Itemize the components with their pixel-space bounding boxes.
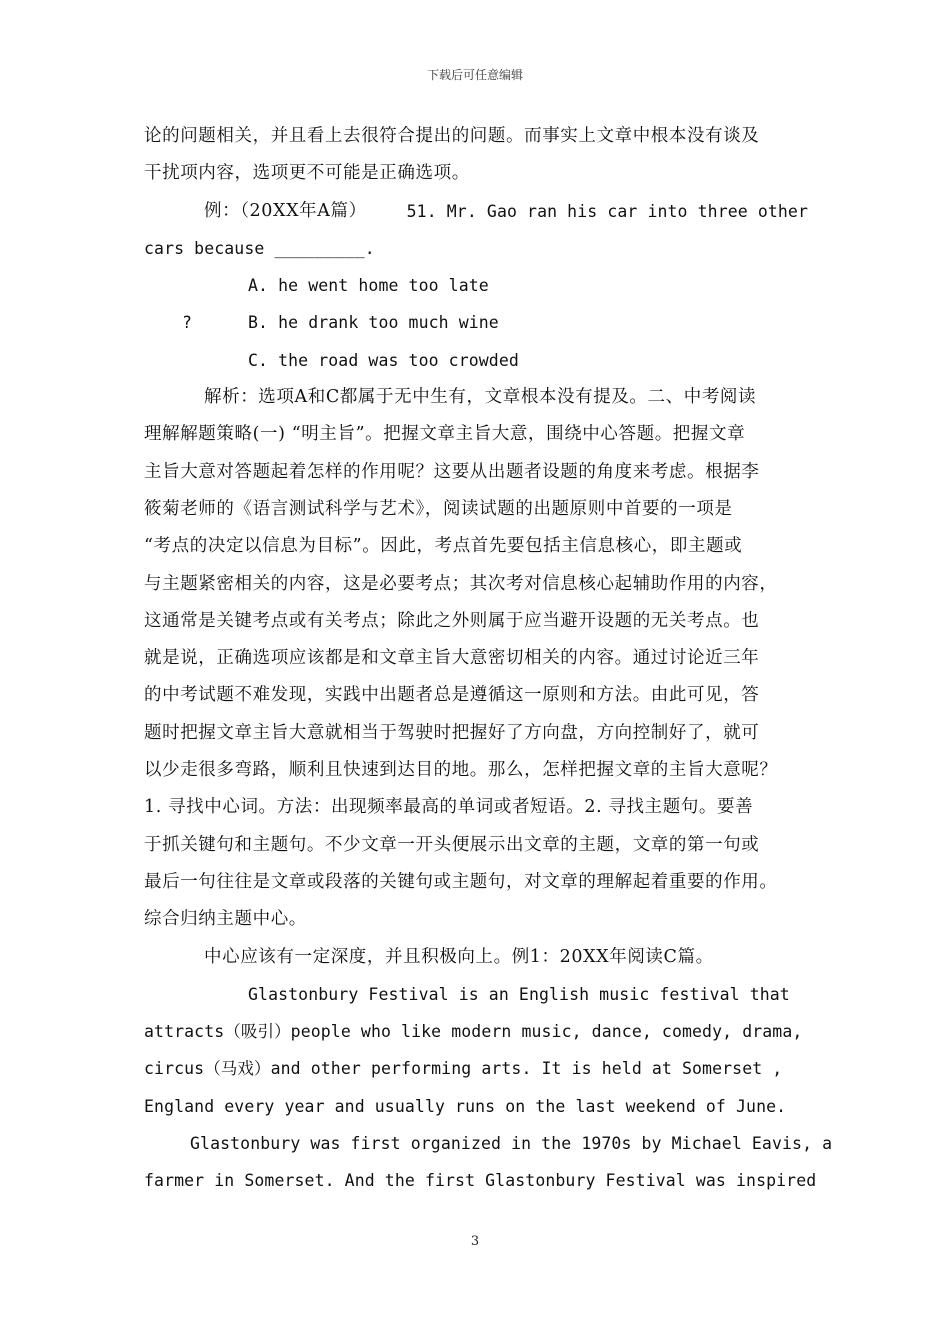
paragraph-line: 与主题紧密相关的内容，这是必要考点；其次考对信息核心起辅助作用的内容，	[144, 573, 778, 594]
paragraph-line: 解析：选项A和C都属于无中生有，文章根本没有提及。二、中考阅读	[204, 387, 757, 408]
page-header: 下载后可任意编辑	[426, 68, 523, 82]
paragraph-line: 1. 寻找中心词。方法：出现频率最高的单词或者短语。2. 寻找主题句。要善	[144, 797, 754, 818]
option-b-text: B. he drank too much wine	[248, 313, 499, 333]
document-body	[144, 118, 833, 1200]
paragraph-line: 主旨大意对答题起着怎样的作用呢？这要从出题者设题的角度来考虑。根据李	[144, 461, 760, 482]
question-continuation: cars because _________.	[144, 238, 375, 258]
option-c: C. the road was too crowded	[248, 350, 519, 370]
option-b	[144, 304, 808, 341]
english-passage-line: circus（马戏）and other performing arts. It is held at Somerset ,	[144, 1059, 783, 1079]
paragraph-line: 就是说，正确选项应该都是和文章主旨大意密切相关的内容。通过讨论近三年	[144, 648, 760, 669]
paragraph-line: “考点的决定以信息为目标”。因此，考点首先要包括主信息核心，即主题或	[144, 536, 743, 557]
paragraph-line: 题时把握文章主旨大意就相当于驾驶时把握好了方向盘，方向控制好了，就可	[144, 722, 760, 743]
english-passage-line: Glastonbury Festival is an English music festival that	[248, 984, 790, 1004]
english-passage-line: England every year and usually runs on the last weekend of June.	[144, 1096, 787, 1116]
paragraph-line: 干扰项内容，选项更不可能是正确选项。	[144, 163, 470, 184]
paragraph-line: 于抓关键句和主题句。不少文章一开头便展示出文章的主题，文章的第一句或	[144, 834, 760, 855]
example-question-line	[144, 193, 808, 230]
paragraph-line: 中心应该有一定深度，并且积极向上。例1：20XX年阅读C篇。	[204, 946, 714, 967]
english-passage-line: Glastonbury was first organized in the 1970s by Michael Eavis, a	[190, 1134, 833, 1154]
question-text: 51. Mr. Gao ran his car into three other	[406, 201, 808, 221]
paragraph-line: 理解解题策略(一) “明主旨”。把握文章主旨大意，围绕中心答题。把握文章	[144, 424, 746, 445]
paragraph-line: 论的问题相关，并且看上去很符合提出的问题。而事实上文章中根本没有谈及	[144, 126, 760, 146]
question-mark: ?	[182, 313, 193, 333]
paragraph-line: 以少走很多弯路，顺利且快速到达目的地。那么，怎样把握文章的主旨大意呢？	[144, 760, 778, 781]
example-label: 例：（20XX年A篇）	[204, 200, 367, 221]
paragraph-line: 最后一句往往是文章或段落的关键句或主题句，对文章的理解起着重要的作用。	[144, 871, 778, 892]
paragraph-line: 这通常是关键考点或有关考点；除此之外则属于应当避开设题的无关考点。也	[144, 610, 760, 631]
paragraph-line: 筱菊老师的《语言测试科学与艺术》，阅读试题的出题原则中首要的一项是	[144, 498, 733, 519]
english-passage-line: attracts（吸引）people who like modern music, dance, comedy, drama,	[144, 1022, 803, 1042]
paragraph-line: 综合归纳主题中心。	[144, 909, 307, 930]
option-a: A. he went home too late	[248, 276, 489, 296]
paragraph-line: 的中考试题不难发现，实践中出题者总是遵循这一原则和方法。由此可见，答	[144, 685, 760, 706]
page-number: 3	[470, 1234, 480, 1249]
english-passage-line: farmer in Somerset. And the first Glastonbury Festival was inspired	[144, 1171, 817, 1191]
